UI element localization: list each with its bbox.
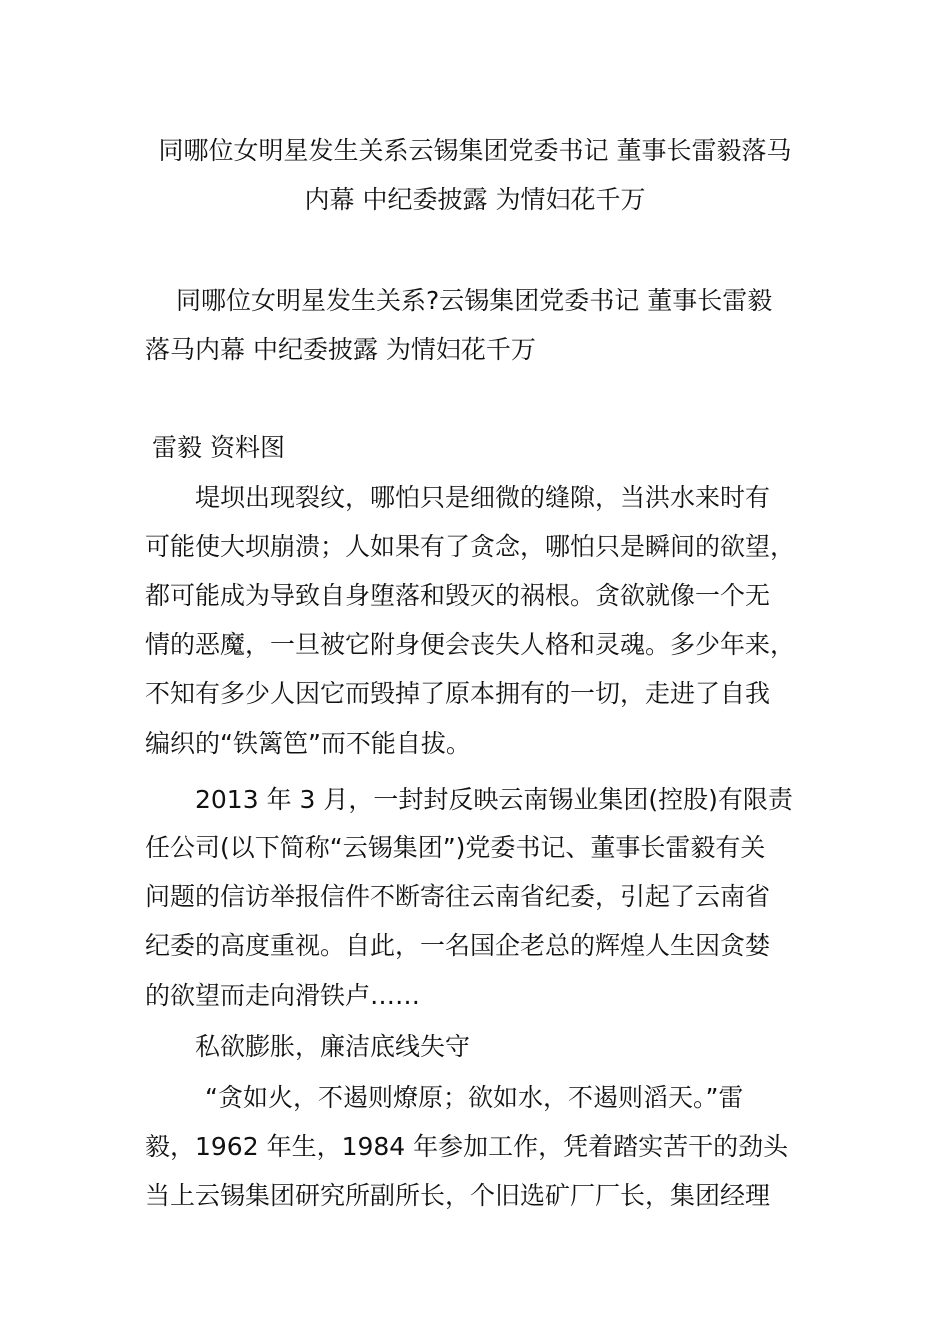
body-line: 的欲望而走向滑铁卢…… <box>145 981 421 1010</box>
body-line: 2013 年 3 月，一封封反映云南锡业集团(控股)有限责 <box>195 785 793 814</box>
body-line: 毅，1962 年生，1984 年参加工作，凭着踏实苦干的劲头 <box>145 1132 789 1161</box>
subtitle-line-2: 落马内幕 中纪委披露 为情妇花千万 <box>145 335 536 364</box>
body-line: 可能使大坝崩溃；人如果有了贪念，哪怕只是瞬间的欲望， <box>145 532 796 561</box>
body-line: 都可能成为导致自身堕落和毁灭的祸根。贪欲就像一个无 <box>145 581 771 610</box>
document-title-line-1: 同哪位女明星发生关系云锡集团党委书记 董事长雷毅落马 <box>158 136 792 165</box>
document-title-line-2: 内幕 中纪委披露 为情妇花千万 <box>304 185 646 214</box>
body-line: 当上云锡集团研究所副所长，个旧选矿厂厂长，集团经理 <box>145 1181 771 1210</box>
body-line: 纪委的高度重视。自此，一名国企老总的辉煌人生因贪婪 <box>145 931 771 960</box>
body-line: “贪如火，不遏则燎原；欲如水，不遏则滔天。”雷 <box>205 1083 744 1112</box>
subtitle-line-1: 同哪位女明星发生关系?云锡集团党委书记 董事长雷毅 <box>176 286 773 315</box>
body-line: 任公司(以下简称“云锡集团”)党委书记、董事长雷毅有关 <box>145 833 766 862</box>
section-heading: 私欲膨胀，廉洁底线失守 <box>195 1032 471 1061</box>
body-line: 堤坝出现裂纹，哪怕只是细微的缝隙，当洪水来时有 <box>195 483 771 512</box>
body-line: 编织的“铁篱笆”而不能自拔。 <box>145 729 471 758</box>
body-line: 不知有多少人因它而毁掉了原本拥有的一切，走进了自我 <box>145 679 771 708</box>
image-caption: 雷毅 资料图 <box>152 433 285 462</box>
body-line: 问题的信访举报信件不断寄往云南省纪委，引起了云南省 <box>145 882 771 911</box>
body-line: 情的恶魔，一旦被它附身便会丧失人格和灵魂。多少年来， <box>145 630 796 659</box>
